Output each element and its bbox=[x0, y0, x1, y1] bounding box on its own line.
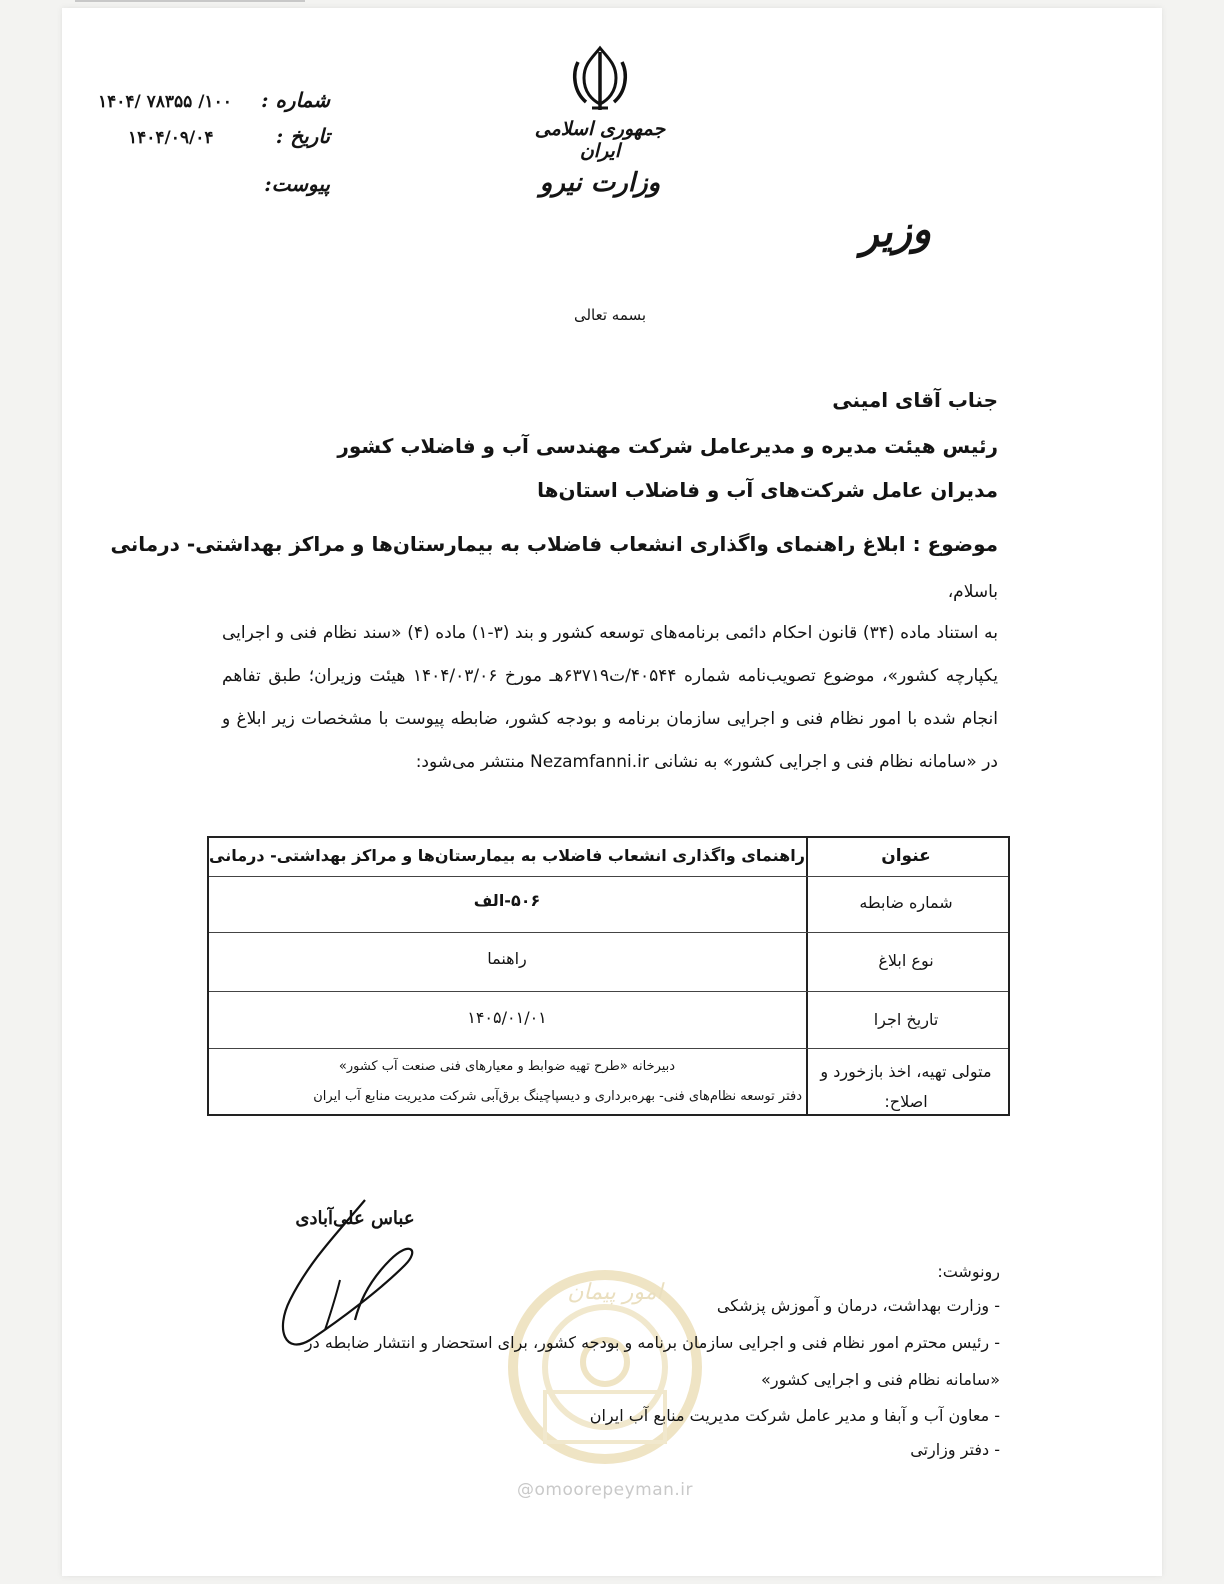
signer-name: عباس علی‌آبادی bbox=[295, 1208, 415, 1229]
emblem-country-text: جمهوری اسلامی ایران bbox=[534, 118, 666, 162]
greeting: باسلام، bbox=[947, 582, 998, 602]
cc-item: - وزارت بهداشت، درمان و آموزش پزشکی bbox=[716, 1296, 1000, 1315]
watermark-text: امور پیمان bbox=[567, 1280, 663, 1305]
attachment-label: پیوست: bbox=[264, 172, 330, 196]
table-cell-value: ۱۴۰۵/۰۱/۰۱ bbox=[467, 1008, 547, 1027]
letter-attachment-row bbox=[98, 172, 330, 206]
addressee-line-3: مدیران عامل شرکت‌های آب و فاضلاب استان‌ها bbox=[537, 478, 998, 502]
table-row bbox=[209, 838, 1008, 876]
table-row bbox=[209, 992, 1008, 1048]
letter-date-row bbox=[98, 124, 330, 158]
minister-title: وزیر bbox=[857, 205, 933, 258]
table-row bbox=[209, 877, 1008, 932]
letter-body: به استناد ماده (۳۴) قانون احکام دائمی برنامه‌های توسعه کشور و بند (۳-۱) ماده (۴) «سند نظام فنی و اجرایی یکپارچه کشور»، موضوع تصویب‌نامه شماره ۴۰۵۴۴/ت۶۳۷۱۹هـ مورخ ۱۴۰۴/۰۳/۰۶ هیئت وزیران؛ طبق تفاهم انجام شده با امور نظام فنی و اجرایی سازمان برنامه و بودجه کشور، ضابطه پیوست با مشخصات زیر ابلاغ و در «سامانه نظام فنی و اجرایی کشور» به نشانی Nezamfanni.ir منتشر می‌شود: bbox=[222, 623, 999, 772]
table-cell-value-line-1: دبیرخانه «طرح تهیه ضوابط و معیارهای فنی صنعت آب کشور» bbox=[338, 1059, 676, 1074]
cc-item: - معاون آب و آبفا و مدیر عامل شرکت مدیریت منابع آب ایران bbox=[589, 1406, 1000, 1425]
cc-title: رونوشت: bbox=[937, 1262, 1000, 1281]
addressee-line-2: رئیس هیئت مدیره و مدیرعامل شرکت مهندسی آب و فاضلاب کشور bbox=[337, 434, 998, 458]
ministry-name: وزارت نیرو bbox=[539, 168, 661, 198]
date-value: ۱۴۰۴/۰۹/۰۴ bbox=[128, 128, 214, 148]
cc-item: - دفتر وزارتی bbox=[910, 1440, 1000, 1459]
table-cell-value-line-2: دفتر توسعه نظام‌های فنی- بهره‌برداری و دیسپاچینگ برق‌آبی شرکت مدیریت منابع آب ایران bbox=[313, 1089, 802, 1104]
cc-item: - رئیس محترم امور نظام فنی و اجرایی سازمان برنامه و بودجه کشور، برای استحضار و انتشار ضابطه در bbox=[304, 1333, 1000, 1352]
table-cell-label: نوع ابلاغ bbox=[878, 951, 934, 970]
table-cell-label: تاریخ اجرا bbox=[873, 1010, 939, 1029]
iran-emblem-icon bbox=[570, 44, 630, 114]
table-cell-label: متولی تهیه، اخذ بازخورد و اصلاح: bbox=[820, 1062, 992, 1111]
addressee-line-1: جناب آقای امینی bbox=[832, 388, 998, 412]
letter-number-row bbox=[98, 88, 330, 122]
date-label: تاریخ : bbox=[275, 124, 330, 148]
table-cell-label: عنوان bbox=[881, 846, 931, 866]
bismillah: بسمه تعالی bbox=[573, 306, 647, 324]
table-cell-label: شماره ضابطه bbox=[859, 893, 953, 912]
number-label: شماره : bbox=[261, 88, 330, 112]
cc-item: «سامانه نظام فنی و اجرایی کشور» bbox=[761, 1370, 1000, 1389]
number-value: ۱۴۰۴/ ۷۸۳۵۵ /۱۰۰ bbox=[98, 92, 232, 112]
table-cell-value: راهنمای واگذاری انشعاب فاضلاب به بیمارستان‌ها و مراکز بهداشتی- درمانی bbox=[209, 846, 805, 865]
table-cell-value: ۵۰۶-الف bbox=[473, 891, 541, 910]
table-row bbox=[209, 1049, 1008, 1115]
table-cell-value: راهنما bbox=[487, 949, 527, 968]
table-row bbox=[209, 933, 1008, 991]
letter-subject: موضوع : ابلاغ راهنمای واگذاری انشعاب فاضلاب به بیمارستان‌ها و مراکز بهداشتی- درمانی bbox=[110, 532, 998, 556]
scan-edge-line bbox=[75, 0, 305, 2]
standard-spec-table bbox=[207, 836, 1010, 1116]
watermark-url: @omoorepeyman.ir bbox=[516, 1480, 694, 1500]
